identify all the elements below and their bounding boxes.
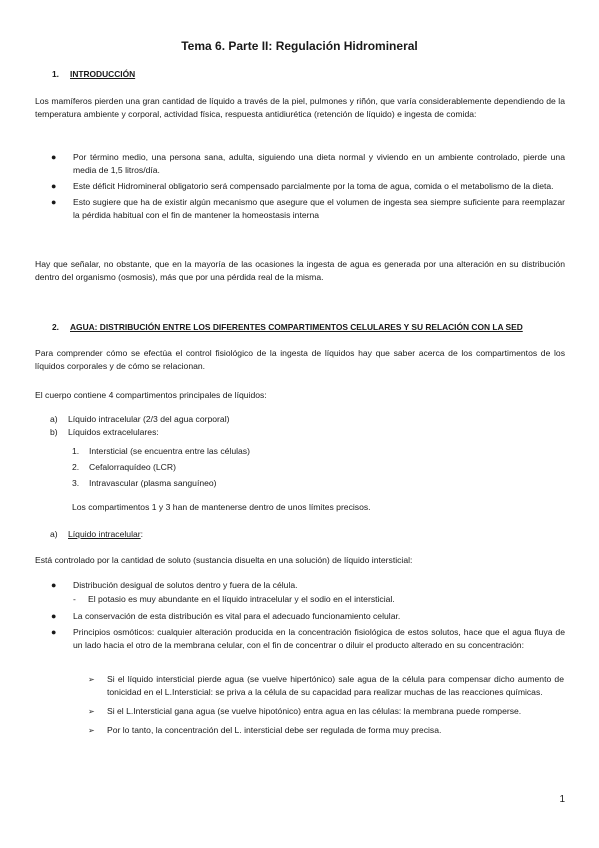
section-1-number: 1.	[52, 69, 59, 79]
compartment-list	[50, 413, 560, 439]
subsection-title: Líquido intracelular	[68, 529, 141, 539]
list-item-text: Por lo tanto, la concentración del L. intersticial debe ser regulada de forma muy precisa.	[107, 725, 442, 735]
bullet-icon: ●	[51, 181, 57, 191]
list-item	[88, 724, 564, 737]
bullet-icon: ●	[51, 197, 57, 207]
arrow-bullet-icon: ➢	[88, 707, 95, 716]
list-item-text: La conservación de esta distribución es vital para el adecuado funcionamiento celular.	[73, 611, 401, 621]
list-item-text: Este déficit Hidromineral obligatorio será compensado parcialmente por la toma de agua, comida o el metabolismo de la dieta.	[73, 181, 554, 191]
list-marker: 3.	[72, 478, 80, 488]
section-2-heading	[52, 321, 572, 334]
list-item-text: Intersticial (se encuentra entre las células)	[89, 446, 250, 456]
bullet-icon: ●	[51, 627, 57, 637]
section-1-intro: Los mamíferos pierden una gran cantidad de líquido a través de la piel, pulmones y riñón, que varía considerablemente dependiendo de la temperatura ambiente y corporal, actividad física, respuesta antidiurética (retención de líquido) e ingesta de comida:	[35, 96, 565, 119]
list-item-text: Esto sugiere que ha de existir algún mecanismo que asegure que el volumen de ingesta sea siempre suficiente para reemplazar la pérdida habitual con el fin de mantener la homeostasis interna	[73, 197, 565, 220]
list-item-text: Distribución desigual de solutos dentro y fuera de la célula.	[73, 580, 298, 590]
list-marker: 1.	[72, 446, 80, 456]
list-item	[50, 413, 560, 426]
bullet-icon: ●	[51, 580, 57, 590]
page-number: 1	[559, 794, 565, 805]
list-item	[72, 477, 542, 490]
list-item	[51, 626, 565, 652]
list-marker: 2.	[72, 462, 80, 472]
extracellular-sublist	[72, 445, 542, 490]
subsection-marker: a)	[50, 529, 58, 539]
bullet-icon: ●	[51, 152, 57, 162]
section-1-title: INTRODUCCIÓN	[70, 69, 136, 79]
consequence-list	[88, 673, 564, 739]
list-item	[51, 196, 565, 222]
subsection-colon: :	[140, 529, 144, 539]
arrow-bullet-icon: ➢	[88, 726, 95, 735]
subsection-heading	[50, 528, 560, 541]
list-item	[51, 151, 565, 177]
document-title: Tema 6. Parte II: Regulación Hidromineral	[181, 39, 418, 53]
list-item-text: Si el L.Intersticial gana agua (se vuelve hipotónico) entra agua en las células: la membrana puede romperse.	[107, 706, 522, 716]
list-item	[72, 461, 542, 474]
list-item	[72, 445, 542, 458]
section-1-heading	[52, 68, 572, 81]
list-item-text: Si el líquido intersticial pierde agua (se vuelve hipertónico) sale agua de la célula para compensar dicho aumento de tonicidad en el L.Intersticial: se priva a la célula de su capacidad para realizar muchas de las reacciones químicas.	[107, 674, 564, 697]
controlled-text: Está controlado por la cantidad de soluto (sustancia disuelta en una solución) de líquido intersticial:	[35, 555, 413, 565]
list-item-text: Principios osmóticos: cualquier alteración producida en la concentración fisiológica de estos solutos, hace que el agua fluya de un lado hacia el otro de la membrana celular, con el fin de concentrar o diluir el producto alterado en su concentración:	[73, 627, 565, 650]
list-item	[51, 180, 565, 193]
section-2-title: AGUA: DISTRIBUCIÓN ENTRE LOS DIFERENTES COMPARTIMENTOS CELULARES Y SU RELACIÓN CON LA SED	[70, 322, 523, 332]
list-marker: b)	[50, 427, 58, 437]
list-item-text: Líquido intracelular (2/3 del agua corporal)	[68, 414, 230, 424]
list-marker: a)	[50, 414, 58, 424]
dash-marker: -	[73, 594, 76, 604]
list-item	[73, 593, 565, 606]
limits-note: Los compartimentos 1 y 3 han de mantenerse dentro de unos límites precisos.	[72, 502, 371, 512]
section-2-bullet-list	[51, 579, 565, 655]
list-item	[51, 579, 565, 592]
arrow-bullet-icon: ➢	[88, 675, 95, 684]
section-1-closing: Hay que señalar, no obstante, que en la mayoría de las ocasiones la ingesta de agua es generada por una alteración en su distribución dentro del organismo (osmosis), más que por una pérdida real de la misma.	[35, 259, 565, 282]
section-2-number: 2.	[52, 322, 59, 332]
section-2-body: El cuerpo contiene 4 compartimentos principales de líquidos:	[35, 390, 267, 400]
list-item	[50, 426, 560, 439]
bullet-icon: ●	[51, 611, 57, 621]
list-item-text: Por término medio, una persona sana, adulta, siguiendo una dieta normal y viviendo en un ambiente controlado, pierde una media de 1,5 litros/día.	[73, 152, 565, 175]
list-item	[88, 673, 564, 699]
list-item-text: Líquidos extracelulares:	[68, 427, 159, 437]
list-item-text: Intravascular (plasma sanguíneo)	[89, 478, 217, 488]
section-2-intro: Para comprender cómo se efectúa el control fisiológico de la ingesta de líquidos hay que saber acerca de los compartimentos de los líquidos corporales y de cómo se relacionan.	[35, 348, 565, 371]
list-item-text: El potasio es muy abundante en el líquido intracelular y el sodio en el intersticial.	[88, 594, 395, 604]
list-item	[51, 610, 565, 623]
list-item-text: Cefalorraquídeo (LCR)	[89, 462, 176, 472]
list-item	[88, 705, 564, 718]
section-1-bullet-list	[51, 151, 565, 225]
